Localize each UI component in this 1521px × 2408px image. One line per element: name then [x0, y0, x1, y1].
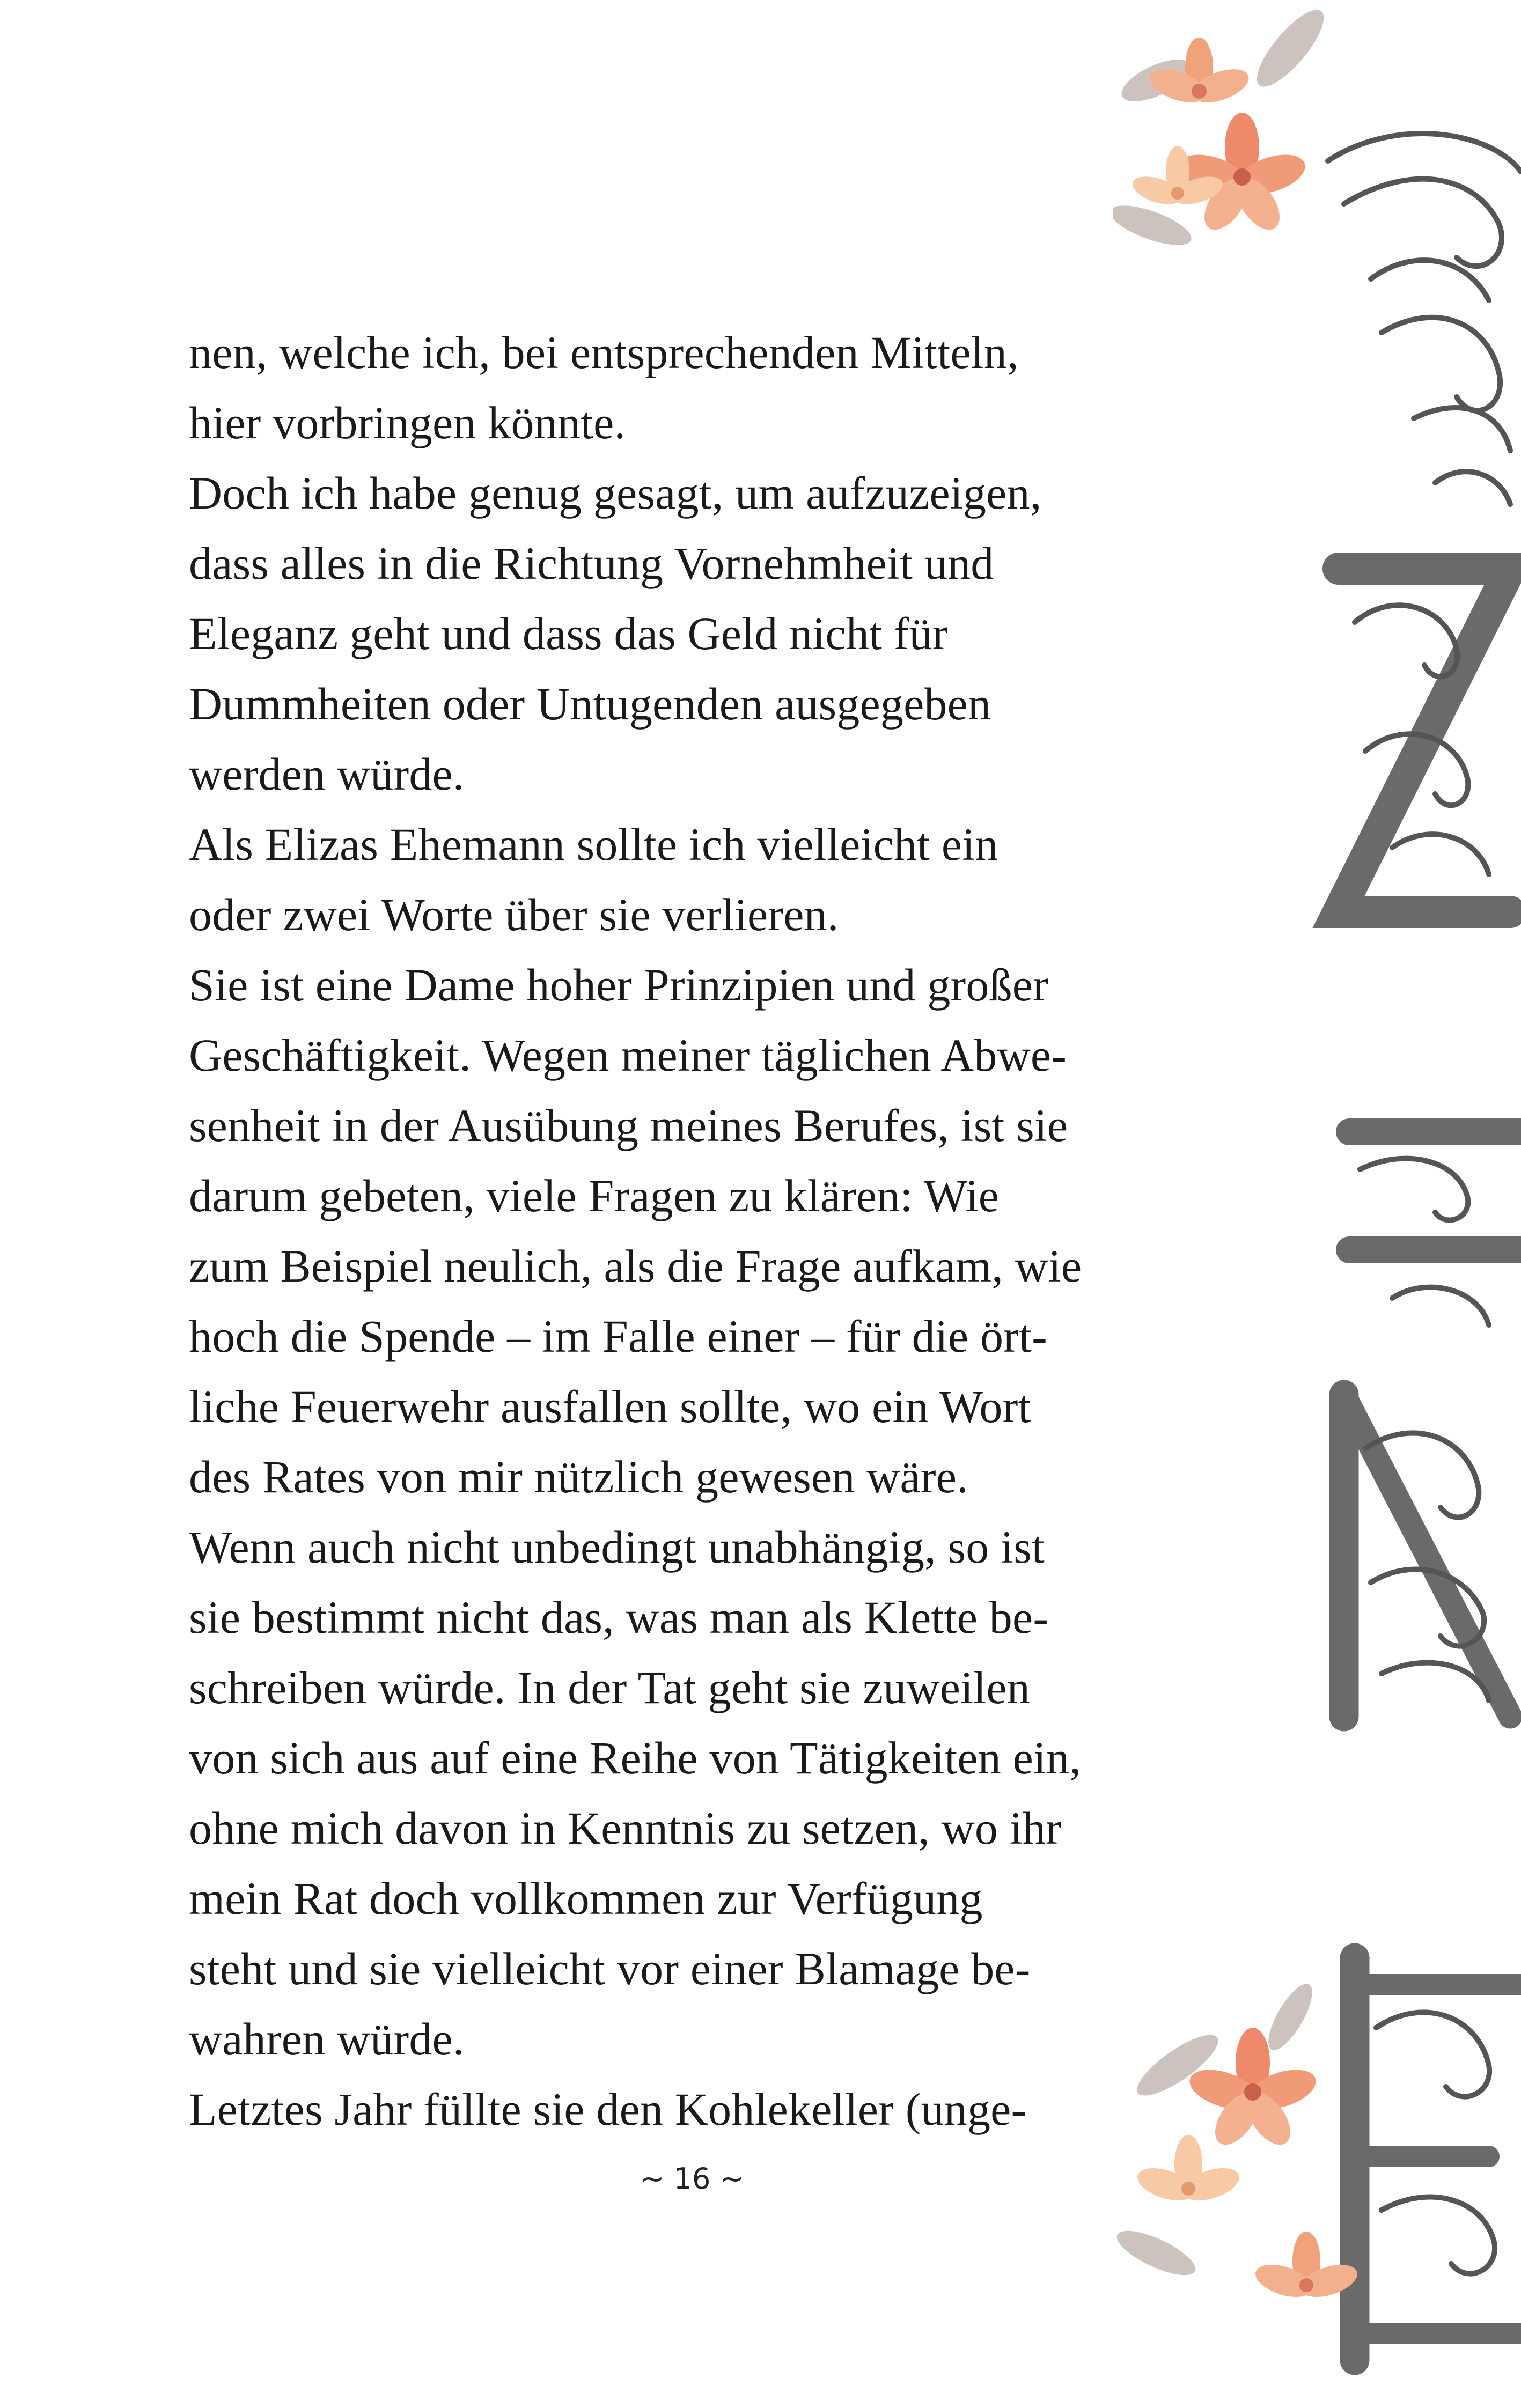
text-line: Wenn auch nicht unbedingt unabhängig, so ist: [189, 1521, 1045, 1573]
text-line: von sich aus auf eine Reihe von Tätigkeiten ein,: [189, 1732, 1082, 1784]
text-line: Doch ich habe genug gesagt, um aufzuzeigen,: [189, 467, 1042, 519]
flower-cluster-bottom: [1113, 1978, 1361, 2303]
text-line: senheit in der Ausübung meines Berufes, ist sie: [189, 1100, 1068, 1151]
text-line: Geschäftigkeit. Wegen meiner täglichen Abwe-: [189, 1029, 1067, 1081]
text-line: werden würde.: [189, 748, 465, 800]
text-line: des Rates von mir nützlich gewesen wäre.: [189, 1451, 968, 1503]
text-line: Sie ist eine Dame hoher Prinzipien und großer: [189, 959, 1048, 1011]
text-line: mein Rat doch vollkommen zur Verfügung: [189, 1873, 983, 1924]
text-line: nen, welche ich, bei entsprechenden Mitteln,: [189, 327, 1019, 378]
flower-cluster-top: [1113, 1, 1334, 253]
text-line: sie bestimmt nicht das, was man als Klette be-: [189, 1592, 1049, 1643]
text-line: liche Feuerwehr ausfallen sollte, wo ein Wort: [189, 1381, 1031, 1432]
text-line: wahren würde.: [189, 2013, 465, 2065]
text-line: Letztes Jahr füllte sie den Kohlekeller (unge-: [189, 2083, 1027, 2135]
text-line: Als Elizas Ehemann sollte ich vielleicht ein: [189, 819, 998, 870]
ornament-letter-e: [1355, 1958, 1521, 2360]
text-line: schreiben würde. In der Tat geht sie zuweilen: [189, 1662, 1030, 1713]
text-line: steht und sie vielleicht vor einer Blamage be-: [189, 1943, 1031, 1994]
ornament-letter-z: [1339, 569, 1510, 912]
ornament-letter-n: [1344, 1395, 1510, 1717]
ornament-swirl-top: [1328, 134, 1521, 504]
text-line: Eleganz geht und dass das Geld nicht für: [189, 608, 948, 659]
text-line: oder zwei Worte über sie verlieren.: [189, 889, 839, 940]
text-line: ohne mich davon in Kenntnis zu setzen, wo ihr: [189, 1802, 1061, 1854]
text-line: dass alles in die Richtung Vornehmheit und: [189, 537, 994, 589]
text-line: hier vorbringen könnte.: [189, 397, 626, 448]
page-number: ~ 16 ~: [640, 2162, 744, 2196]
body-text: [189, 318, 1208, 2145]
text-line: hoch die Spende – im Falle einer – für die ört-: [189, 1310, 1047, 1362]
text-line: zum Beispiel neulich, als die Frage aufkam, wie: [189, 1240, 1082, 1292]
ornament-letter-t: [1349, 1132, 1521, 1325]
text-line: darum gebeten, viele Fragen zu klären: Wie: [189, 1170, 1000, 1221]
decorative-ornament-border: [1113, 0, 1521, 2408]
text-line: Dummheiten oder Untugenden ausgegeben: [189, 678, 991, 730]
